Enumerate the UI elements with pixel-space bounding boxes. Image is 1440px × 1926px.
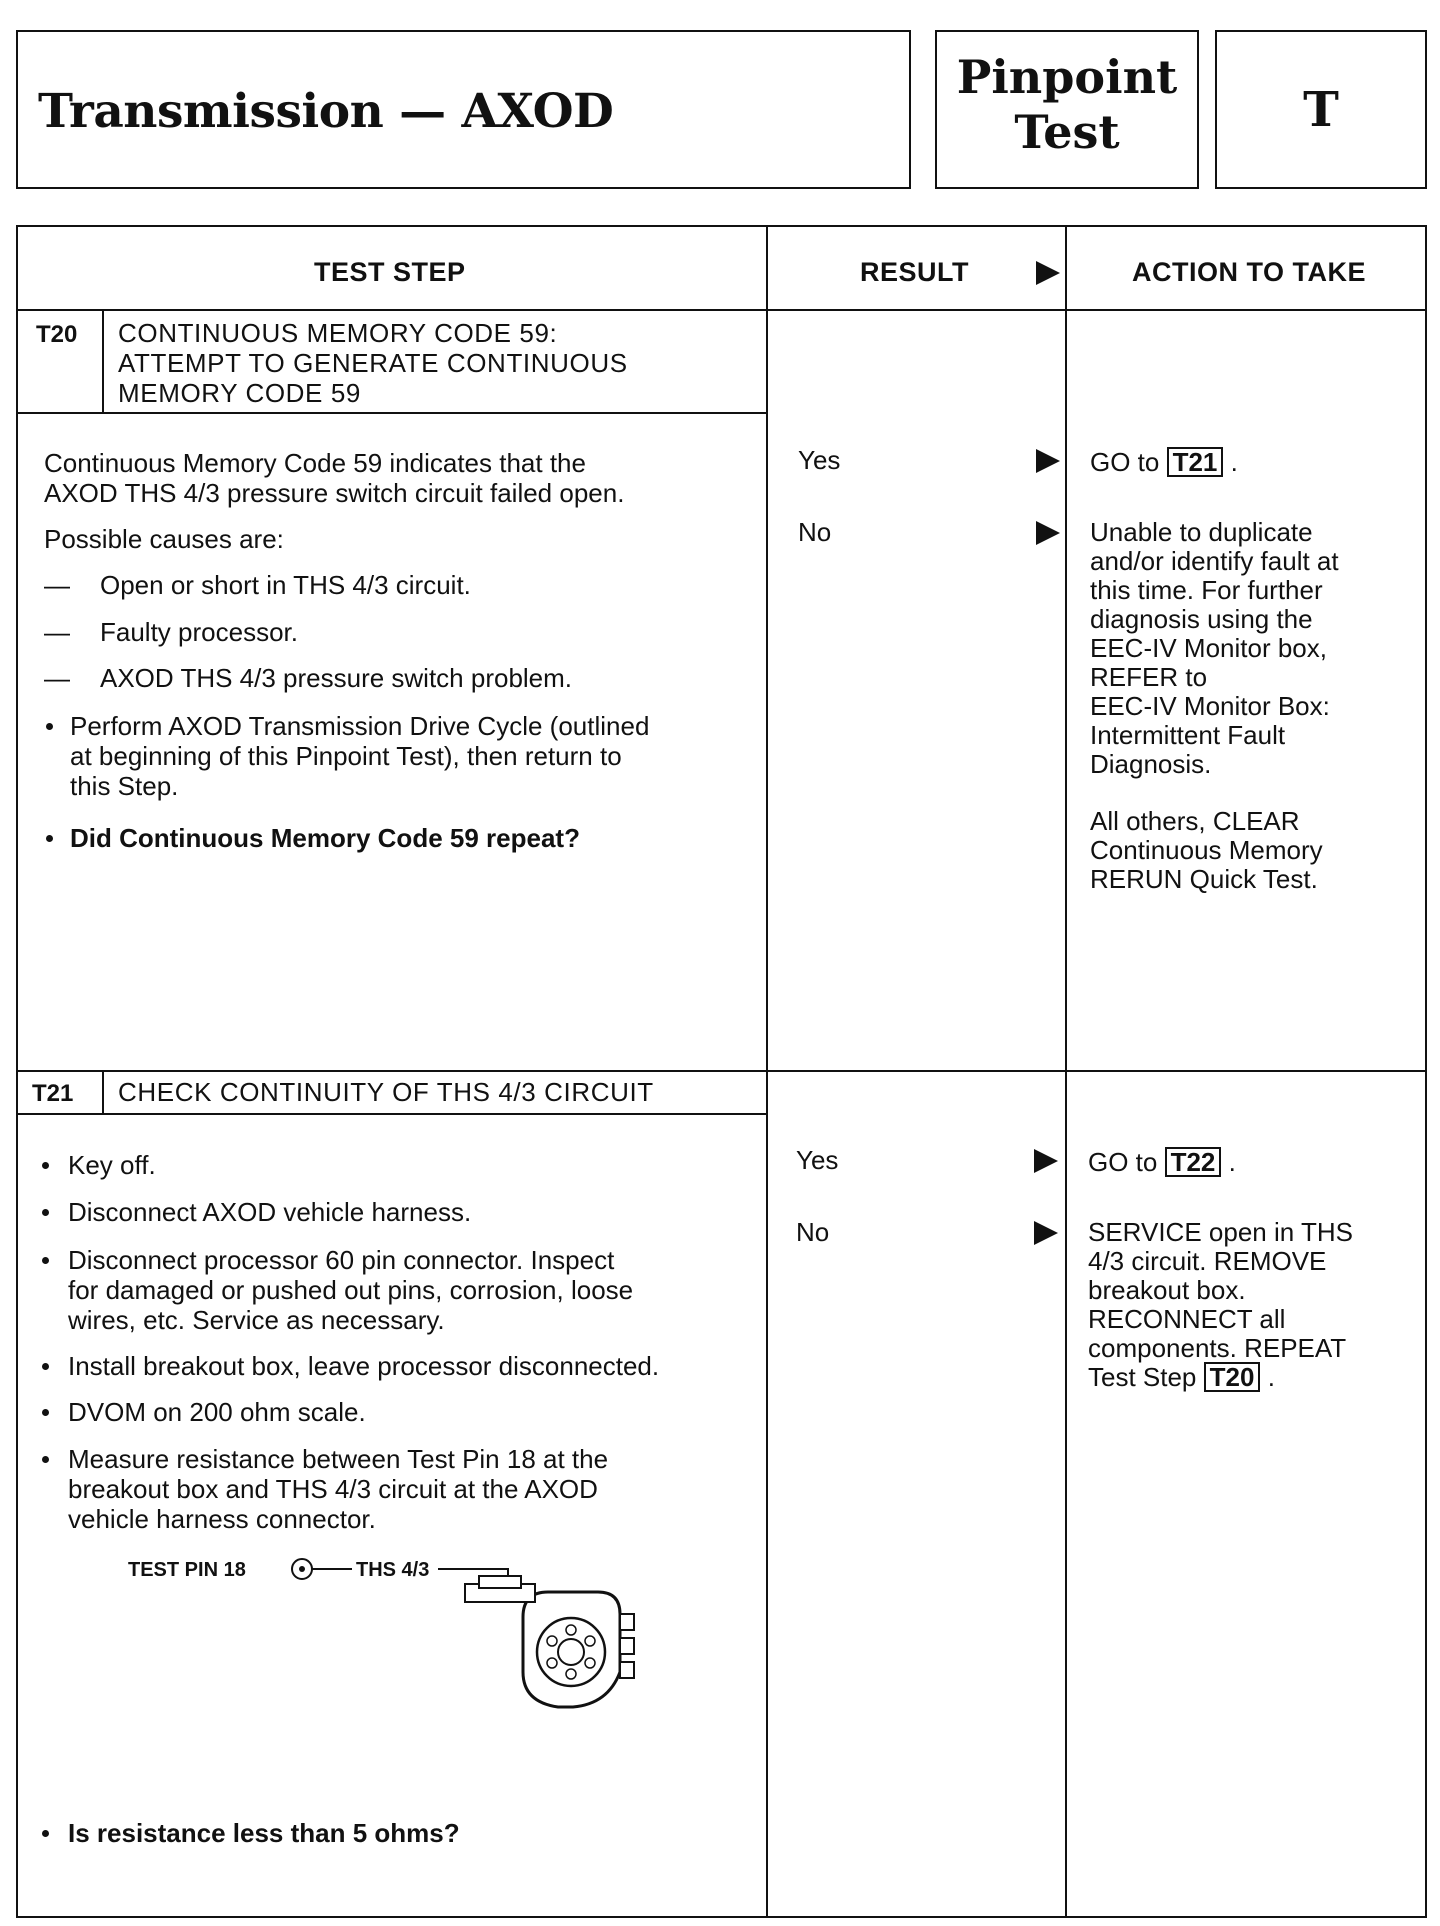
t20-action-no-line-6: REFER to xyxy=(1090,662,1208,692)
diagram-pin-label: TEST PIN 18 xyxy=(128,1559,246,1581)
t21-action-no-line-3: breakout box. xyxy=(1088,1275,1246,1305)
t20-title-line-1: CONTINUOUS MEMORY CODE 59: xyxy=(118,318,558,348)
t20-body-line-3: Possible causes are: xyxy=(44,524,284,554)
t20-action-no-line-2: and/or identify fault at xyxy=(1090,546,1339,576)
t21-step-6-line-3: vehicle harness connector. xyxy=(68,1504,376,1534)
t20-action-no-line-7: EEC-IV Monitor Box: xyxy=(1090,691,1330,721)
t20-title-line-2: ATTEMPT TO GENERATE CONTINUOUS xyxy=(118,348,628,378)
bullet-icon xyxy=(42,1257,49,1264)
pinpoint-line-2: Test xyxy=(1014,105,1120,159)
bullet-icon xyxy=(42,1209,49,1216)
t20-action-no-line-4: diagnosis using the xyxy=(1090,604,1313,634)
t21-action-no-last-suffix: . xyxy=(1267,1362,1275,1392)
test-code-box xyxy=(1215,30,1427,189)
pinpoint-line-1: Pinpoint xyxy=(956,50,1178,104)
t20-question: Did Continuous Memory Code 59 repeat? xyxy=(70,823,580,853)
t20-dash-3: — xyxy=(44,663,70,693)
t21-title-divider xyxy=(18,1113,768,1115)
t20-action-no-line-1: Unable to duplicate xyxy=(1090,517,1313,547)
header-divider xyxy=(18,309,1425,311)
result-arrow-icon xyxy=(1036,521,1060,545)
t21-step-2: Disconnect AXOD vehicle harness. xyxy=(68,1197,472,1227)
t21-title: CHECK CONTINUITY OF THS 4/3 CIRCUIT xyxy=(118,1077,654,1107)
t21-action-no-line-6 xyxy=(1088,1362,1275,1392)
t20-id: T20 xyxy=(36,321,78,348)
t20-action-yes-suffix: . xyxy=(1230,447,1238,477)
t21-action-yes xyxy=(1088,1147,1236,1177)
t21-step-3-line-2: for damaged or pushed out pins, corrosion, loose xyxy=(68,1275,634,1305)
t20-action-yes-ref[interactable]: T21 xyxy=(1167,447,1224,477)
pinpoint-test-label xyxy=(937,50,1197,160)
t21-step-3-line-3: wires, etc. Service as necessary. xyxy=(68,1305,445,1335)
t20-body-line-1: Continuous Memory Code 59 indicates that the xyxy=(44,448,586,478)
t20-body-line-9: this Step. xyxy=(70,771,179,801)
pinpoint-test-box xyxy=(935,30,1199,189)
bullet-icon xyxy=(42,1830,49,1837)
t21-action-yes-suffix: . xyxy=(1228,1147,1236,1177)
t21-action-yes-prefix: GO to xyxy=(1088,1147,1158,1177)
t20-title-divider xyxy=(18,412,768,414)
t21-step-5: DVOM on 200 ohm scale. xyxy=(68,1397,366,1427)
t21-action-no-line-5: components. REPEAT xyxy=(1088,1333,1347,1363)
t20-action-others-line-1: All others, CLEAR xyxy=(1090,806,1300,836)
result-arrow-icon xyxy=(1034,1149,1058,1173)
t20-body-line-8: at beginning of this Pinpoint Test), then return to xyxy=(70,741,622,771)
t20-id-divider xyxy=(102,309,104,413)
t21-question: Is resistance less than 5 ohms? xyxy=(68,1818,460,1848)
t21-id: T21 xyxy=(32,1080,74,1107)
t20-action-yes-prefix: GO to xyxy=(1090,447,1160,477)
t21-action-no-last-prefix: Test Step xyxy=(1088,1362,1197,1392)
header-test-step: TEST STEP xyxy=(314,257,466,287)
test-pin-icon xyxy=(292,1559,312,1579)
t20-cause-3: AXOD THS 4/3 pressure switch problem. xyxy=(100,663,573,693)
t20-cause-1: Open or short in THS 4/3 circuit. xyxy=(100,570,471,600)
t20-action-yes xyxy=(1090,447,1238,477)
pinpoint-table xyxy=(16,225,1427,1918)
t20-title-line-3: MEMORY CODE 59 xyxy=(118,378,361,408)
result-arrow-icon xyxy=(1036,449,1060,473)
t20-result-yes: Yes xyxy=(798,445,841,475)
t20-action-no-line-3: this time. For further xyxy=(1090,575,1323,605)
t20-dash-1: — xyxy=(44,570,70,600)
harness-connector-icon xyxy=(465,1576,634,1707)
step-separator xyxy=(18,1070,1425,1072)
bullet-icon xyxy=(42,1409,49,1416)
bullet-icon xyxy=(42,1162,49,1169)
result-arrow-icon xyxy=(1034,1221,1058,1245)
title-box xyxy=(16,30,911,189)
page-title: Transmission — AXOD xyxy=(38,84,614,139)
t20-cause-2: Faulty processor. xyxy=(100,617,298,647)
t20-body-line-7: Perform AXOD Transmission Drive Cycle (outlined xyxy=(70,711,650,741)
t21-action-no-line-4: RECONNECT all xyxy=(1088,1304,1286,1334)
header-action: ACTION TO TAKE xyxy=(1132,257,1366,287)
t21-action-no-line-1: SERVICE open in THS xyxy=(1088,1217,1353,1247)
t21-step-3-line-1: Disconnect processor 60 pin connector. Inspect xyxy=(68,1245,615,1275)
t20-dash-2: — xyxy=(44,617,70,647)
t21-id-divider xyxy=(102,1070,104,1114)
t21-result-yes: Yes xyxy=(796,1145,839,1175)
t20-action-others-line-2: Continuous Memory xyxy=(1090,835,1323,865)
t21-step-6-line-1: Measure resistance between Test Pin 18 at the xyxy=(68,1444,609,1474)
bullet-icon xyxy=(46,835,53,842)
t21-action-no-line-2: 4/3 circuit. REMOVE xyxy=(1088,1246,1327,1276)
t20-action-no-line-5: EEC-IV Monitor box, xyxy=(1090,633,1327,663)
t21-action-no-ref[interactable]: T20 xyxy=(1204,1362,1261,1392)
t20-action-no-line-8: Intermittent Fault xyxy=(1090,720,1286,750)
t20-result-no: No xyxy=(798,517,832,547)
bullet-icon xyxy=(46,723,53,730)
t21-action-yes-ref[interactable]: T22 xyxy=(1165,1147,1222,1177)
connector-diagram xyxy=(128,1552,688,1717)
t21-result-no: No xyxy=(796,1217,830,1247)
t20-action-no-line-9: Diagnosis. xyxy=(1090,749,1212,779)
t21-step-1: Key off. xyxy=(68,1150,156,1180)
bullet-icon xyxy=(42,1456,49,1463)
result-arrow-icon xyxy=(1036,261,1060,285)
test-code: T xyxy=(1303,82,1339,138)
bullet-icon xyxy=(42,1363,49,1370)
t21-step-6-line-2: breakout box and THS 4/3 circuit at the AXOD xyxy=(68,1474,598,1504)
t20-body-line-2: AXOD THS 4/3 pressure switch circuit failed open. xyxy=(44,478,625,508)
diagram-circuit-label: THS 4/3 xyxy=(356,1559,430,1581)
t20-action-others-line-3: RERUN Quick Test. xyxy=(1090,864,1318,894)
header-result: RESULT xyxy=(860,257,969,287)
t21-step-4: Install breakout box, leave processor disconnected. xyxy=(68,1351,660,1381)
